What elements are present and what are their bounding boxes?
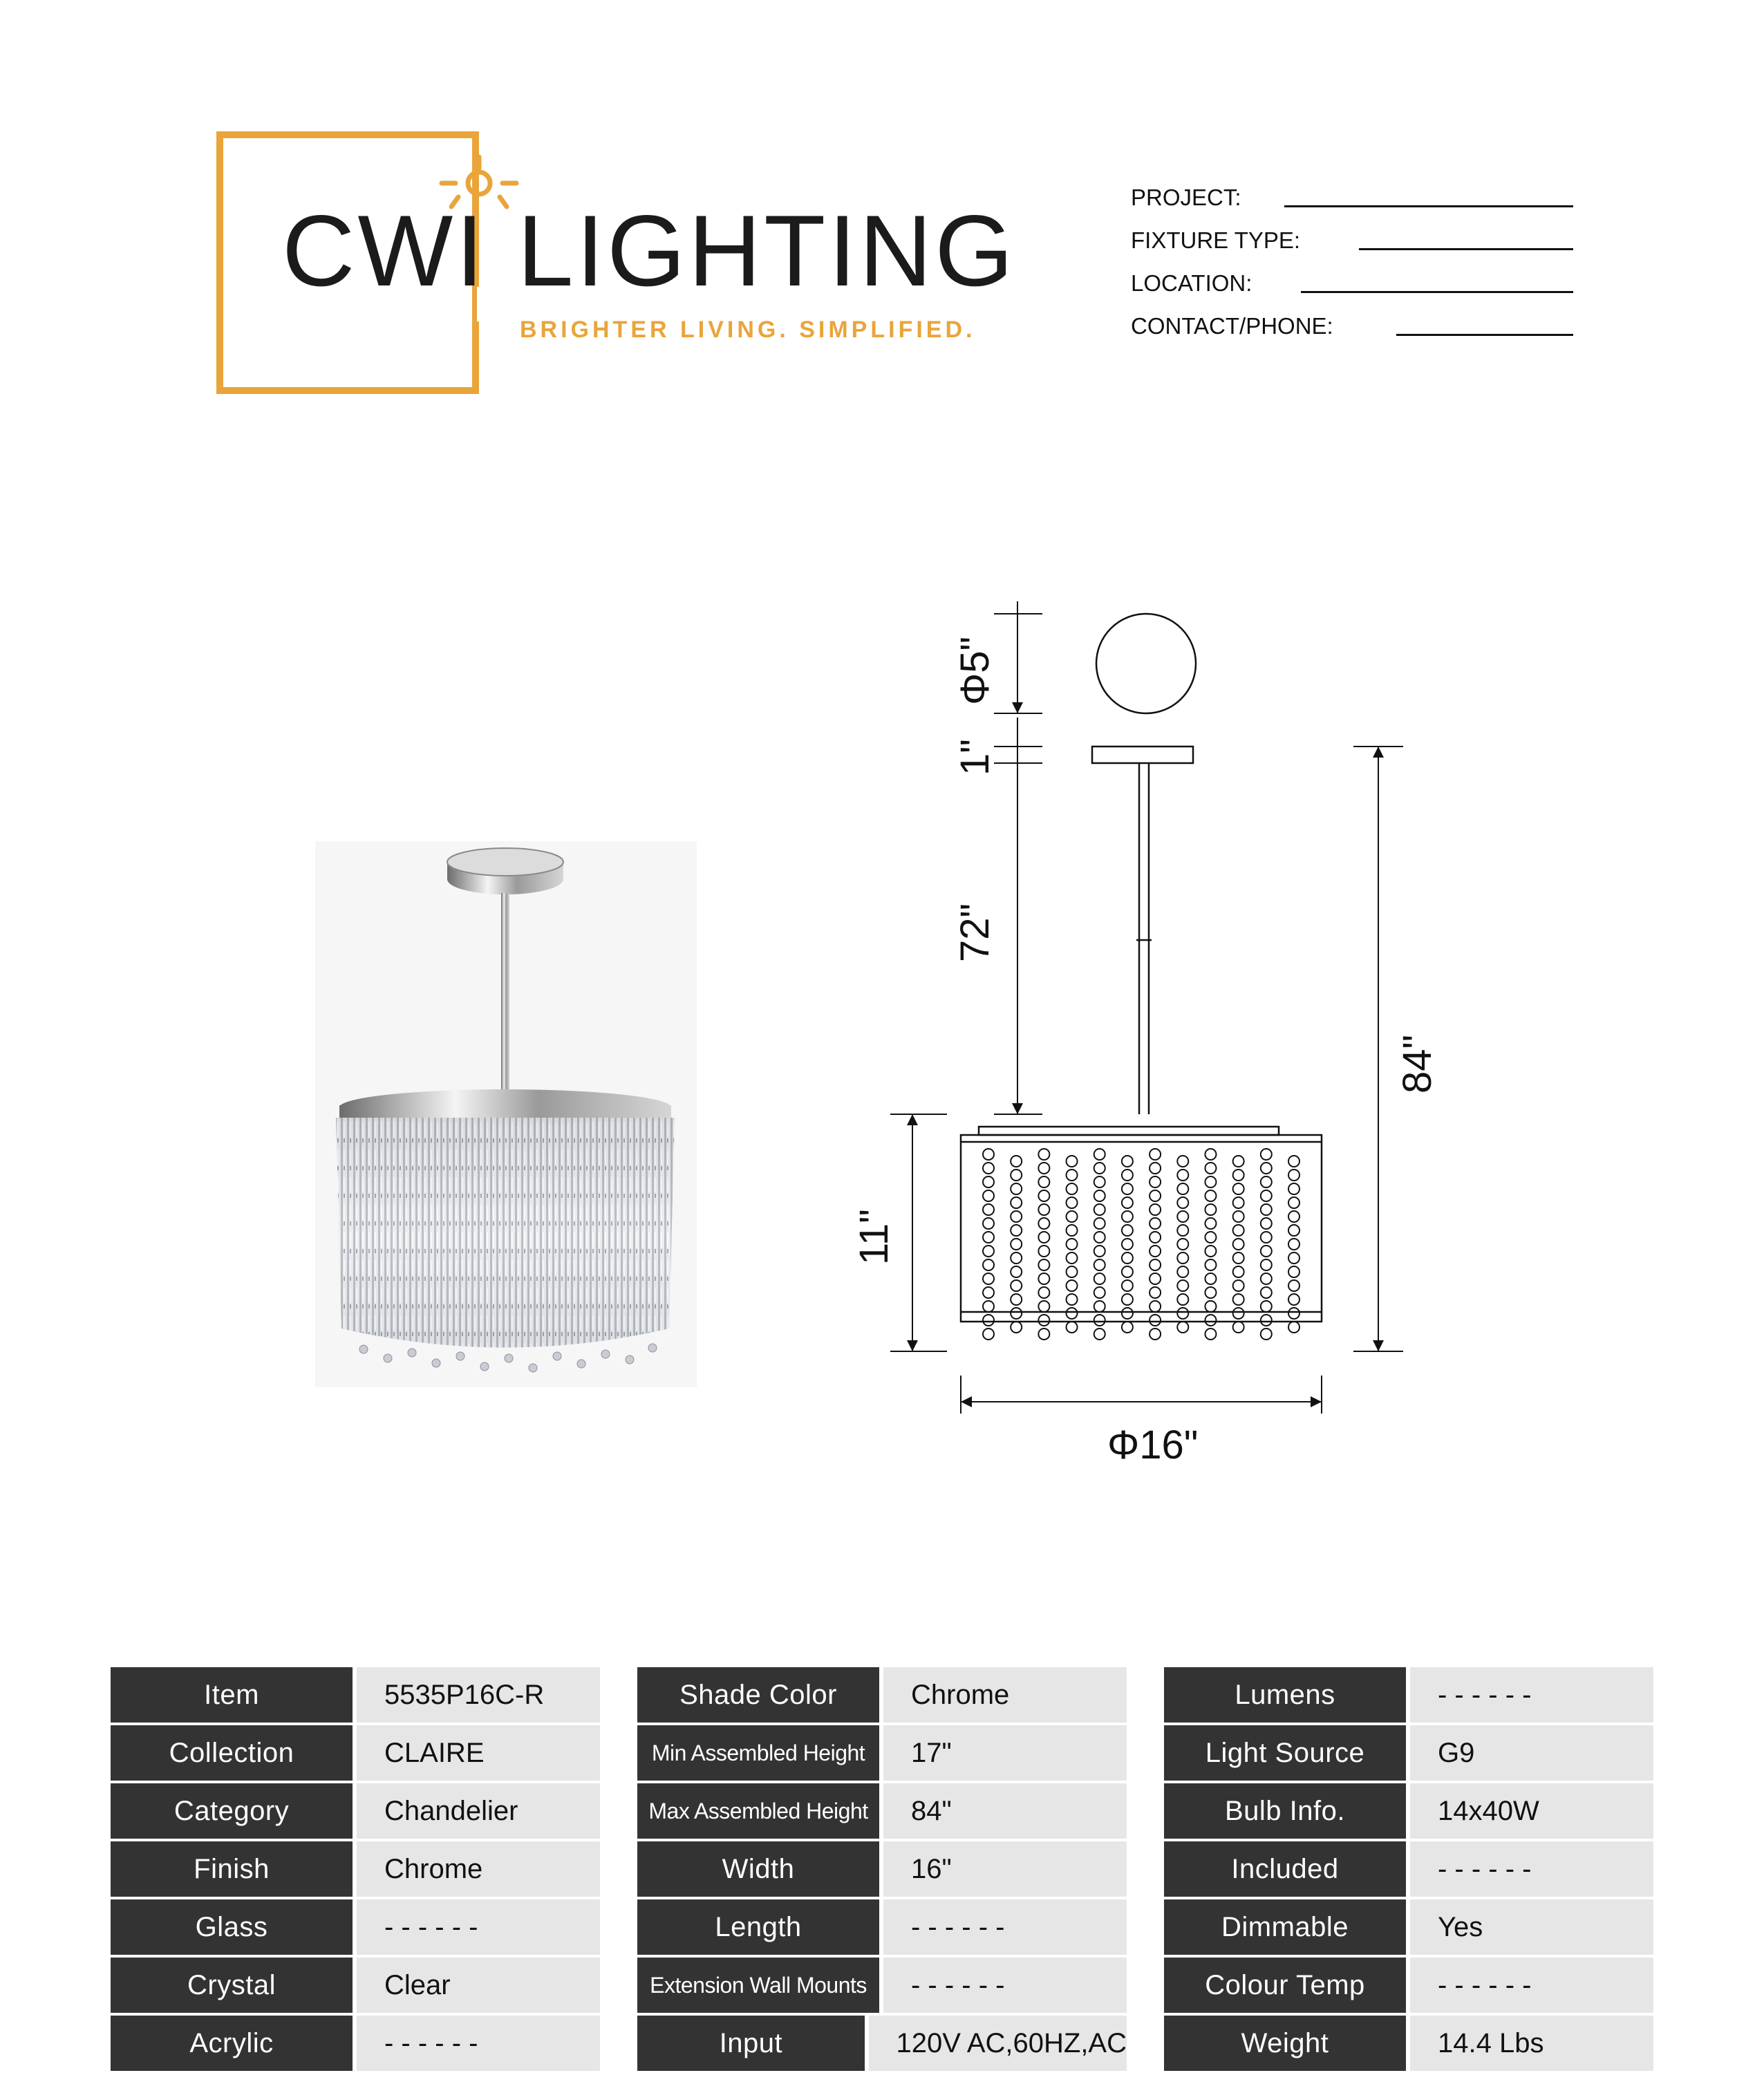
spec-label: Bulb Info. — [1164, 1783, 1406, 1839]
crystal-bead — [1177, 1156, 1188, 1167]
crystal-bead — [1205, 1287, 1216, 1298]
crystal-bead — [1038, 1149, 1049, 1160]
crystal-bead — [1205, 1149, 1216, 1160]
crystal-bead — [1122, 1225, 1133, 1236]
crystal-bead — [1233, 1197, 1244, 1208]
crystal-bead — [1150, 1287, 1161, 1298]
crystal-bead — [1288, 1294, 1299, 1305]
crystal-bead — [1150, 1176, 1161, 1188]
crystal-bead — [1150, 1149, 1161, 1160]
crystal-bead — [1233, 1266, 1244, 1277]
spec-label: Collection — [111, 1725, 353, 1781]
spec-label: Width — [637, 1841, 879, 1897]
crystal-bead — [1067, 1308, 1078, 1319]
spec-value: Chandelier — [357, 1783, 600, 1839]
crystal-bead — [1122, 1252, 1133, 1264]
crystal-bead — [1288, 1308, 1299, 1319]
form-row-location — [1131, 270, 1573, 298]
crystal-bead — [1177, 1280, 1188, 1291]
spec-table-1 — [111, 1667, 600, 2074]
crystal-bead — [1261, 1149, 1272, 1160]
spec-value: - - - - - - — [357, 2016, 600, 2071]
crystal-bead — [1150, 1190, 1161, 1201]
spec-value: - - - - - - — [1410, 1841, 1653, 1897]
crystal-bead — [1205, 1259, 1216, 1270]
crystal-bead — [1233, 1211, 1244, 1222]
crystal-bead — [1038, 1190, 1049, 1201]
spec-row — [111, 1958, 600, 2013]
crystal-bead — [1011, 1252, 1022, 1264]
crystal-bead — [1122, 1197, 1133, 1208]
crystal-bead — [1205, 1315, 1216, 1326]
crystal-bead — [1122, 1294, 1133, 1305]
crystal-bead — [1122, 1183, 1133, 1194]
crystal-bead — [1067, 1170, 1078, 1181]
crystal-bead — [1233, 1280, 1244, 1291]
crystal-bead — [1288, 1252, 1299, 1264]
crystal-bead — [1177, 1225, 1188, 1236]
crystal-bead — [1011, 1156, 1022, 1167]
crystal-bead — [1233, 1225, 1244, 1236]
crystal-bead — [1011, 1266, 1022, 1277]
form-row-fixture-type — [1131, 227, 1573, 255]
spec-label: Dimmable — [1164, 1899, 1406, 1955]
crystal-bead — [1094, 1301, 1105, 1312]
crystal-bead — [1205, 1163, 1216, 1174]
spec-value: 14x40W — [1410, 1783, 1653, 1839]
spec-label: Length — [637, 1899, 879, 1955]
crystal-bead — [1094, 1190, 1105, 1201]
spec-label: Lumens — [1164, 1667, 1406, 1723]
crystal-bead — [1177, 1211, 1188, 1222]
crystal-bead — [1038, 1218, 1049, 1229]
form-label: LOCATION: — [1131, 270, 1252, 296]
crystal-bead — [1150, 1163, 1161, 1174]
form-row-contact-phone — [1131, 313, 1573, 341]
spec-label: Shade Color — [637, 1667, 879, 1723]
dim-canopy-diameter: Φ5" — [953, 636, 997, 705]
spec-row — [1164, 1667, 1653, 1723]
dim-shade-height: 11" — [852, 1209, 897, 1265]
crystal-bead — [1067, 1252, 1078, 1264]
form-row-project — [1131, 185, 1573, 212]
crystal-bead — [1288, 1266, 1299, 1277]
spec-row — [111, 1783, 600, 1839]
crystal-bead — [1038, 1329, 1049, 1340]
spec-row — [637, 1667, 1127, 1723]
crystal-bead — [1261, 1273, 1272, 1284]
spec-label: Glass — [111, 1899, 353, 1955]
dim-canopy-height: 1" — [953, 739, 997, 776]
crystal-bead — [1122, 1156, 1133, 1167]
spec-label: Light Source — [1164, 1725, 1406, 1781]
crystal-bead — [1288, 1197, 1299, 1208]
crystal-bead — [983, 1149, 994, 1160]
dimension-drawing — [852, 601, 1479, 1486]
crystal-bead — [1205, 1301, 1216, 1312]
product-photo — [315, 841, 697, 1387]
crystal-bead — [1038, 1163, 1049, 1174]
crystal-bead — [983, 1287, 994, 1298]
crystal-bead — [1038, 1287, 1049, 1298]
spec-label: Weight — [1164, 2016, 1406, 2071]
crystal-bead — [1177, 1308, 1188, 1319]
crystal-bead — [1177, 1294, 1188, 1305]
crystal-bead — [1067, 1211, 1078, 1222]
crystal-bead — [1122, 1308, 1133, 1319]
crystal-bead — [1205, 1218, 1216, 1229]
spec-value: Yes — [1410, 1899, 1653, 1955]
crystal-bead — [1261, 1301, 1272, 1312]
crystal-bead — [1038, 1273, 1049, 1284]
crystal-bead — [1067, 1225, 1078, 1236]
crystal-bead — [1288, 1170, 1299, 1181]
spec-row — [637, 1958, 1127, 2013]
spec-value: Chrome — [357, 1841, 600, 1897]
brand-name: CWI LIGHTING — [282, 194, 1016, 307]
form-blank-line[interactable] — [1396, 334, 1573, 336]
crystal-bead — [983, 1190, 994, 1201]
crystal-bead — [983, 1301, 994, 1312]
crystal-bead — [1150, 1204, 1161, 1215]
crystal-bead — [1205, 1232, 1216, 1243]
crystal-bead — [1094, 1163, 1105, 1174]
crystal-bead — [1011, 1225, 1022, 1236]
crystal-bead — [1094, 1287, 1105, 1298]
crystal-bead — [1067, 1266, 1078, 1277]
spec-value: 84" — [883, 1783, 1127, 1839]
spec-label: Extension Wall Mounts — [637, 1958, 879, 2013]
crystal-bead — [1150, 1301, 1161, 1312]
crystal-bead — [1150, 1329, 1161, 1340]
crystal-bead — [1094, 1176, 1105, 1188]
spec-row — [111, 2016, 600, 2071]
spec-table-2 — [637, 1667, 1127, 2074]
crystal-bead — [1177, 1322, 1188, 1333]
crystal-bead — [1122, 1170, 1133, 1181]
spec-row — [1164, 1841, 1653, 1897]
crystal-bead — [1150, 1218, 1161, 1229]
crystal-bead — [983, 1218, 994, 1229]
crystal-bead — [1177, 1252, 1188, 1264]
crystal-bead — [1150, 1232, 1161, 1243]
form-blank-line[interactable] — [1284, 205, 1573, 207]
crystal-bead — [1177, 1239, 1188, 1250]
crystal-bead — [1261, 1204, 1272, 1215]
spec-row — [111, 1667, 600, 1723]
crystal-bead — [983, 1163, 994, 1174]
spec-row — [1164, 2016, 1653, 2071]
crystal-bead — [1261, 1218, 1272, 1229]
form-blank-line[interactable] — [1359, 248, 1573, 250]
crystal-bead — [1233, 1170, 1244, 1181]
crystal-bead — [1094, 1315, 1105, 1326]
crystal-bead — [1261, 1163, 1272, 1174]
dim-overall-height: 84" — [1395, 1034, 1440, 1094]
crystal-bead — [1094, 1246, 1105, 1257]
crystal-bead — [983, 1246, 994, 1257]
spec-row — [637, 1725, 1127, 1781]
crystal-bead — [1038, 1232, 1049, 1243]
spec-value: - - - - - - — [883, 1958, 1127, 2013]
crystal-bead — [1288, 1156, 1299, 1167]
crystal-bead — [1067, 1322, 1078, 1333]
crystal-bead — [1288, 1322, 1299, 1333]
spec-value: 17" — [883, 1725, 1127, 1781]
spec-label: Category — [111, 1783, 353, 1839]
spec-row — [637, 1783, 1127, 1839]
spec-row — [637, 1841, 1127, 1897]
brand-tagline: BRIGHTER LIVING. SIMPLIFIED. — [520, 317, 976, 343]
spec-row — [111, 1841, 600, 1897]
spec-label: Acrylic — [111, 2016, 353, 2071]
crystal-bead — [1261, 1259, 1272, 1270]
spec-value: 16" — [883, 1841, 1127, 1897]
spec-value: 14.4 Lbs — [1410, 2016, 1653, 2071]
crystal-bead — [1261, 1232, 1272, 1243]
crystal-bead — [1177, 1197, 1188, 1208]
crystal-bead — [1122, 1266, 1133, 1277]
crystal-bead — [983, 1329, 994, 1340]
crystal-bead — [1067, 1280, 1078, 1291]
spec-value: Chrome — [883, 1667, 1127, 1723]
crystal-bead — [1177, 1266, 1188, 1277]
crystal-bead — [1094, 1218, 1105, 1229]
crystal-bead — [1122, 1322, 1133, 1333]
spec-value: Clear — [357, 1958, 600, 2013]
crystal-bead — [1288, 1211, 1299, 1222]
crystal-bead — [1288, 1280, 1299, 1291]
crystal-bead — [1067, 1294, 1078, 1305]
crystal-bead — [983, 1204, 994, 1215]
crystal-bead — [1205, 1190, 1216, 1201]
crystal-bead — [1288, 1225, 1299, 1236]
spec-label: Crystal — [111, 1958, 353, 2013]
crystal-bead — [1067, 1239, 1078, 1250]
crystal-bead — [1038, 1246, 1049, 1257]
crystal-bead — [1261, 1315, 1272, 1326]
crystal-strands — [983, 1149, 1299, 1340]
spec-row — [637, 2016, 1127, 2071]
crystal-bead — [1122, 1239, 1133, 1250]
form-label: CONTACT/PHONE: — [1131, 313, 1333, 339]
crystal-bead — [1011, 1170, 1022, 1181]
crystal-bead — [1150, 1315, 1161, 1326]
crystal-bead — [1233, 1156, 1244, 1167]
crystal-bead — [1094, 1204, 1105, 1215]
crystal-bead — [1011, 1183, 1022, 1194]
crystal-bead — [1261, 1329, 1272, 1340]
crystal-bead — [1011, 1211, 1022, 1222]
crystal-bead — [1261, 1246, 1272, 1257]
spec-value: - - - - - - — [1410, 1958, 1653, 2013]
form-label: PROJECT: — [1131, 185, 1241, 210]
crystal-bead — [1288, 1239, 1299, 1250]
spec-row — [637, 1899, 1127, 1955]
crystal-bead — [1011, 1308, 1022, 1319]
spec-label: Item — [111, 1667, 353, 1723]
crystal-bead — [1067, 1156, 1078, 1167]
crystal-bead — [1205, 1176, 1216, 1188]
crystal-bead — [1038, 1315, 1049, 1326]
spec-table-3 — [1164, 1667, 1653, 2074]
crystal-bead — [1261, 1176, 1272, 1188]
crystal-bead — [1150, 1259, 1161, 1270]
crystal-bead — [983, 1259, 994, 1270]
crystal-bead — [1233, 1322, 1244, 1333]
spec-value: - - - - - - — [883, 1899, 1127, 1955]
crystal-bead — [1122, 1280, 1133, 1291]
crystal-bead — [1094, 1232, 1105, 1243]
spec-row — [111, 1899, 600, 1955]
crystal-bead — [1150, 1273, 1161, 1284]
crystal-bead — [1233, 1294, 1244, 1305]
spec-value: - - - - - - — [1410, 1667, 1653, 1723]
crystal-bead — [1233, 1239, 1244, 1250]
crystal-bead — [1094, 1329, 1105, 1340]
spec-value: CLAIRE — [357, 1725, 600, 1781]
spec-label: Input — [637, 2016, 865, 2071]
spec-row — [1164, 1958, 1653, 2013]
crystal-bead — [1094, 1259, 1105, 1270]
crystal-bead — [1011, 1280, 1022, 1291]
spec-label: Included — [1164, 1841, 1406, 1897]
crystal-bead — [1011, 1294, 1022, 1305]
crystal-bead — [1011, 1322, 1022, 1333]
spec-value: 120V AC,60HZ,AC — [869, 2016, 1127, 2071]
crystal-bead — [983, 1232, 994, 1243]
crystal-bead — [1094, 1273, 1105, 1284]
spec-row — [1164, 1725, 1653, 1781]
crystal-bead — [1288, 1183, 1299, 1194]
crystal-bead — [1233, 1183, 1244, 1194]
crystal-bead — [1011, 1197, 1022, 1208]
crystal-bead — [983, 1315, 994, 1326]
form-blank-line[interactable] — [1301, 291, 1573, 293]
spec-label: Max Assembled Height — [637, 1783, 879, 1839]
spec-label: Finish — [111, 1841, 353, 1897]
crystal-bead — [1038, 1204, 1049, 1215]
spec-value: - - - - - - — [357, 1899, 600, 1955]
dim-shade-diameter: Φ16" — [1107, 1423, 1199, 1467]
dim-rod-length: 72" — [953, 903, 997, 962]
crystal-bead — [1205, 1204, 1216, 1215]
form-label: FIXTURE TYPE: — [1131, 227, 1301, 253]
canopy-side-view — [1092, 747, 1193, 763]
crystal-bead — [1150, 1246, 1161, 1257]
crystal-bead — [1067, 1183, 1078, 1194]
crystal-bead — [1205, 1329, 1216, 1340]
crystal-bead — [1067, 1197, 1078, 1208]
crystal-bead — [1038, 1301, 1049, 1312]
spec-row — [111, 1725, 600, 1781]
crystal-bead — [1177, 1170, 1188, 1181]
crystal-bead — [1011, 1239, 1022, 1250]
spec-label: Min Assembled Height — [637, 1725, 879, 1781]
crystal-bead — [1233, 1308, 1244, 1319]
canopy-top-view — [1096, 614, 1196, 713]
crystal-bead — [1122, 1211, 1133, 1222]
crystal-bead — [1177, 1183, 1188, 1194]
crystal-bead — [1038, 1259, 1049, 1270]
crystal-bead — [1205, 1246, 1216, 1257]
crystal-bead — [1261, 1287, 1272, 1298]
crystal-bead — [1261, 1190, 1272, 1201]
crystal-bead — [1094, 1149, 1105, 1160]
spec-value: G9 — [1410, 1725, 1653, 1781]
crystal-bead — [1233, 1252, 1244, 1264]
crystal-bead — [1038, 1176, 1049, 1188]
crystal-bead — [983, 1176, 994, 1188]
crystal-bead — [1205, 1273, 1216, 1284]
crystal-bead — [983, 1273, 994, 1284]
spec-row — [1164, 1783, 1653, 1839]
spec-label: Colour Temp — [1164, 1958, 1406, 2013]
spec-value: 5535P16C-R — [357, 1667, 600, 1723]
spec-row — [1164, 1899, 1653, 1955]
